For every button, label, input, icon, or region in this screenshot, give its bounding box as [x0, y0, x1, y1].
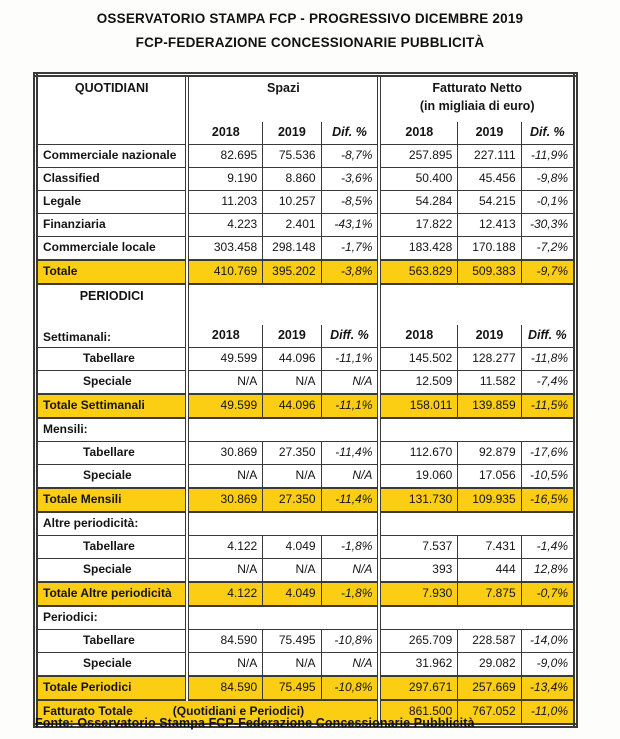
value-cell: 17.056	[458, 465, 521, 489]
value-cell: 27.350	[263, 488, 321, 512]
value-cell: 228.587	[458, 630, 521, 653]
value-cell: -9,7%	[521, 260, 575, 284]
quotidiani-group-header-row	[36, 75, 576, 123]
value-cell: -17,6%	[521, 442, 575, 465]
value-cell: 4.223	[187, 214, 262, 237]
periodici-sub-row	[36, 559, 576, 583]
value-cell: 7.431	[458, 536, 521, 559]
periodici-total-row	[36, 676, 576, 700]
value-cell: -11,4%	[321, 488, 379, 512]
value-cell: -3,8%	[321, 260, 379, 284]
value-cell: 4.122	[187, 582, 262, 606]
value-cell: -11,1%	[321, 348, 379, 371]
grand-total-subtitle: (Quotidiani e Periodici)	[172, 704, 305, 719]
value-cell: N/A	[263, 559, 321, 583]
periodici-sub-row	[36, 536, 576, 559]
row-label-cell: Legale	[36, 191, 188, 214]
value-cell: 257.895	[379, 145, 457, 168]
value-cell: -0,1%	[521, 191, 575, 214]
value-cell: 8.860	[263, 168, 321, 191]
value-cell: -3,6%	[321, 168, 379, 191]
value-cell: 183.428	[379, 237, 457, 261]
fcp-report-table	[33, 72, 578, 728]
quotidiani-year-header: 2019	[458, 122, 521, 145]
periodici-year-header: 2019	[263, 325, 321, 348]
row-label-cell: Totale	[36, 260, 188, 284]
periodici-section-row	[36, 512, 576, 536]
empty-fatturato-cell	[379, 512, 575, 536]
quotidiani-data-row	[36, 168, 576, 191]
value-cell: -11,9%	[521, 145, 575, 168]
value-cell: -10,8%	[321, 630, 379, 653]
periodici-section-row	[36, 606, 576, 630]
value-cell: 92.879	[458, 442, 521, 465]
value-cell: 410.769	[187, 260, 262, 284]
value-cell: 4.049	[263, 582, 321, 606]
value-cell: 4.049	[263, 536, 321, 559]
value-cell: 227.111	[458, 145, 521, 168]
empty-spazi-header-cell	[187, 284, 379, 325]
value-cell: -1,8%	[321, 582, 379, 606]
settimanali-label: Settimanali:	[43, 329, 112, 344]
value-cell: 9.190	[187, 168, 262, 191]
value-cell: 7.537	[379, 536, 457, 559]
value-cell: 75.495	[263, 630, 321, 653]
value-cell: -13,4%	[521, 676, 575, 700]
value-cell: 170.188	[458, 237, 521, 261]
value-cell: 7.875	[458, 582, 521, 606]
value-cell: 128.277	[458, 348, 521, 371]
periodici-total-row	[36, 488, 576, 512]
periodici-year-header: Diff. %	[521, 325, 575, 348]
value-cell: N/A	[321, 371, 379, 395]
value-cell: N/A	[187, 653, 262, 677]
periodici-sub-row	[36, 630, 576, 653]
value-cell: 12.413	[458, 214, 521, 237]
value-cell: 112.670	[379, 442, 457, 465]
value-cell: 75.495	[263, 676, 321, 700]
value-cell: 19.060	[379, 465, 457, 489]
grand-total-title: Fatturato Totale	[43, 704, 133, 719]
value-cell: -1,7%	[321, 237, 379, 261]
quotidiani-data-row	[36, 145, 576, 168]
quotidiani-year-header: Dif. %	[321, 122, 379, 145]
row-label-cell: Mensili:	[36, 418, 188, 442]
value-cell: N/A	[187, 559, 262, 583]
fatturato-label-line1: Fatturato Netto	[432, 81, 522, 95]
quotidiani-year-header: 2019	[263, 122, 321, 145]
value-cell: 257.669	[458, 676, 521, 700]
periodici-year-header: 2019	[458, 325, 521, 348]
periodici-group-header-row	[36, 284, 576, 325]
row-label-cell: Speciale	[36, 653, 188, 677]
value-cell: -30,3%	[521, 214, 575, 237]
value-cell: 767.052	[458, 700, 521, 726]
value-cell: 303.458	[187, 237, 262, 261]
value-cell: -11,1%	[321, 394, 379, 418]
row-label-cell: Tabellare	[36, 630, 188, 653]
value-cell: 563.829	[379, 260, 457, 284]
value-cell: 11.203	[187, 191, 262, 214]
value-cell: 12.509	[379, 371, 457, 395]
periodici-year-header: 2018	[187, 325, 262, 348]
periodici-sub-row	[36, 348, 576, 371]
row-label-cell: Altre periodicità:	[36, 512, 188, 536]
value-cell: -10,8%	[321, 676, 379, 700]
empty-fatturato-cell	[379, 606, 575, 630]
value-cell: -1,8%	[321, 536, 379, 559]
value-cell: 10.257	[263, 191, 321, 214]
value-cell: 29.082	[458, 653, 521, 677]
value-cell: -8,7%	[321, 145, 379, 168]
value-cell: 131.730	[379, 488, 457, 512]
periodici-total-row	[36, 582, 576, 606]
row-label-cell: Totale Mensili	[36, 488, 188, 512]
value-cell: 82.695	[187, 145, 262, 168]
row-label-cell: Tabellare	[36, 442, 188, 465]
value-cell: 17.822	[379, 214, 457, 237]
value-cell: 145.502	[379, 348, 457, 371]
row-label-cell: Totale Settimanali	[36, 394, 188, 418]
value-cell: 509.383	[458, 260, 521, 284]
value-cell: 265.709	[379, 630, 457, 653]
spazi-group-label: Spazi	[187, 75, 379, 123]
value-cell: 30.869	[187, 442, 262, 465]
value-cell: 393	[379, 559, 457, 583]
source-note: Fonte: Osservatorio Stampa FCP-Federazione Concessionarie Pubblicità	[35, 716, 475, 730]
quotidiani-year-header: 2018	[379, 122, 457, 145]
row-label-cell: Finanziaria	[36, 214, 188, 237]
value-cell: 45.456	[458, 168, 521, 191]
quotidiani-data-row	[36, 237, 576, 261]
value-cell: 139.859	[458, 394, 521, 418]
value-cell: 444	[458, 559, 521, 583]
periodici-sub-row	[36, 465, 576, 489]
empty-spazi-cell	[187, 512, 379, 536]
empty-spazi-cell	[187, 606, 379, 630]
value-cell: N/A	[263, 653, 321, 677]
empty-fatturato-header-cell	[379, 284, 575, 325]
value-cell: N/A	[187, 371, 262, 395]
value-cell: 7.930	[379, 582, 457, 606]
fatturato-group-label	[379, 75, 575, 123]
value-cell: -7,4%	[521, 371, 575, 395]
value-cell: -14,0%	[521, 630, 575, 653]
value-cell: 11.582	[458, 371, 521, 395]
row-label-cell: Commerciale nazionale	[36, 145, 188, 168]
quotidiani-data-row	[36, 214, 576, 237]
value-cell: 84.590	[187, 676, 262, 700]
value-cell: N/A	[263, 371, 321, 395]
value-cell: 12,8%	[521, 559, 575, 583]
row-label-cell: Totale Altre periodicità	[36, 582, 188, 606]
row-label-cell: Tabellare	[36, 348, 188, 371]
row-label-cell: Commerciale locale	[36, 237, 188, 261]
periodici-label: PERIODICI	[79, 289, 144, 303]
value-cell: -9,8%	[521, 168, 575, 191]
document-title	[0, 11, 620, 59]
value-cell: N/A	[263, 465, 321, 489]
value-cell: 49.599	[187, 394, 262, 418]
value-cell: N/A	[187, 465, 262, 489]
value-cell: 109.935	[458, 488, 521, 512]
quotidiani-data-row	[36, 191, 576, 214]
row-label-cell: Tabellare	[36, 536, 188, 559]
value-cell: 54.284	[379, 191, 457, 214]
value-cell: -16,5%	[521, 488, 575, 512]
value-cell: 44.096	[263, 348, 321, 371]
value-cell: N/A	[321, 653, 379, 677]
title-line-2: FCP-FEDERAZIONE CONCESSIONARIE PUBBLICITÀ	[135, 35, 485, 50]
periodici-sub-row	[36, 442, 576, 465]
periodici-sub-row	[36, 653, 576, 677]
value-cell: 297.671	[379, 676, 457, 700]
value-cell: 298.148	[263, 237, 321, 261]
quotidiani-section-label: QUOTIDIANI	[36, 75, 188, 145]
periodici-year-header: Diff. %	[321, 325, 379, 348]
value-cell: 31.962	[379, 653, 457, 677]
quotidiani-year-header: Dif. %	[521, 122, 575, 145]
value-cell: 27.350	[263, 442, 321, 465]
value-cell: 84.590	[187, 630, 262, 653]
value-cell: -8,5%	[321, 191, 379, 214]
value-cell: -11,0%	[521, 700, 575, 726]
value-cell: 861.500	[379, 700, 457, 726]
fatturato-label-line2: (in migliaia di euro)	[419, 98, 535, 113]
value-cell: -0,7%	[521, 582, 575, 606]
row-label-cell: Speciale	[36, 465, 188, 489]
periodici-total-row	[36, 394, 576, 418]
value-cell: N/A	[321, 559, 379, 583]
empty-fatturato-cell	[379, 418, 575, 442]
value-cell: 54.215	[458, 191, 521, 214]
value-cell: 44.096	[263, 394, 321, 418]
value-cell: 2.401	[263, 214, 321, 237]
value-cell: -9,0%	[521, 653, 575, 677]
periodici-section-label	[36, 284, 188, 348]
quotidiani-total-row	[36, 260, 576, 284]
value-cell: -11,5%	[521, 394, 575, 418]
value-cell: -11,4%	[321, 442, 379, 465]
periodici-sub-row	[36, 371, 576, 395]
periodici-section-row	[36, 418, 576, 442]
value-cell: 30.869	[187, 488, 262, 512]
value-cell: 50.400	[379, 168, 457, 191]
value-cell: 49.599	[187, 348, 262, 371]
value-cell: 158.011	[379, 394, 457, 418]
value-cell: -43,1%	[321, 214, 379, 237]
row-label-cell: Speciale	[36, 371, 188, 395]
value-cell: 4.122	[187, 536, 262, 559]
value-cell: -7,2%	[521, 237, 575, 261]
title-line-1: OSSERVATORIO STAMPA FCP - PROGRESSIVO DICEMBRE 2019	[96, 11, 524, 26]
quotidiani-year-header: 2018	[187, 122, 262, 145]
value-cell: 75.536	[263, 145, 321, 168]
periodici-year-header: 2018	[379, 325, 457, 348]
value-cell: N/A	[321, 465, 379, 489]
row-label-cell: Periodici:	[36, 606, 188, 630]
value-cell: -1,4%	[521, 536, 575, 559]
value-cell: 395.202	[263, 260, 321, 284]
row-label-cell: Totale Periodici	[36, 676, 188, 700]
row-label-cell: Speciale	[36, 559, 188, 583]
empty-spazi-cell	[187, 418, 379, 442]
row-label-cell: Classified	[36, 168, 188, 191]
value-cell: -10,5%	[521, 465, 575, 489]
value-cell: -11,8%	[521, 348, 575, 371]
